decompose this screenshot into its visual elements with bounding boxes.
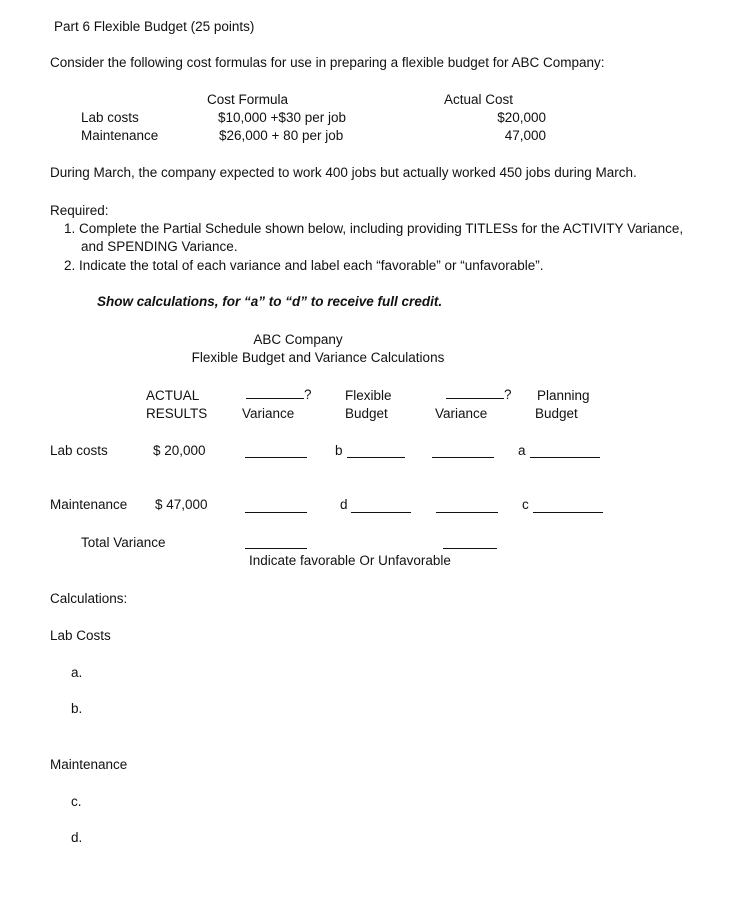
show-calculations-note: Show calculations, for “a” to “d” to receive full credit. [97,294,443,309]
activity-variance-blank [245,512,307,513]
col-variance-header: Variance [435,406,488,421]
flexible-letter: b [335,443,343,458]
col-variance-header: Variance [242,406,295,421]
cost-formula-header: Cost Formula [207,92,289,107]
schedule-row-label: Maintenance [50,497,128,512]
calculations-heading: Calculations: [50,591,128,606]
page-title: Part 6 Flexible Budget (25 points) [54,19,255,34]
planning-budget-blank [533,512,603,513]
lab-costs-heading: Lab Costs [50,628,111,643]
flexible-budget-blank [351,512,411,513]
flexible-letter: d [340,497,348,512]
col-flexible-header: Flexible [345,388,392,403]
col-flexible-header-2: Budget [345,406,388,421]
col-actual-header-2: RESULTS [146,406,208,421]
formula-row-label: Lab costs [81,110,139,125]
required-heading: Required: [50,203,109,218]
activity-variance-blank [245,457,307,458]
schedule-actual-value: $ 20,000 [153,443,206,458]
required-item-2: 2. Indicate the total of each variance and label each “favorable” or “unfavorable”. [64,258,544,273]
spending-variance-blank [436,512,498,513]
flexible-budget-blank [347,457,405,458]
calc-item-a: a. [71,665,83,680]
formula-row-label: Maintenance [81,128,159,143]
formula-row-actual: 47,000 [504,128,546,143]
indicate-favorable-label: Indicate favorable Or Unfavorable [249,553,451,568]
total-activity-variance-blank [245,548,307,549]
planning-letter: c [522,497,529,512]
col-actual-header: ACTUAL [146,388,200,403]
schedule-subtitle: Flexible Budget and Variance Calculations [191,350,445,365]
formula-row-formula: $10,000 +$30 per job [218,110,346,125]
actual-cost-header: Actual Cost [444,92,514,107]
march-text: During March, the company expected to work 400 jobs but actually worked 450 jobs during March. [50,165,637,180]
formula-row-formula: $26,000 + 80 per job [219,128,344,143]
spending-variance-blank [432,457,494,458]
maintenance-heading: Maintenance [50,757,128,772]
calc-item-d: d. [71,830,83,845]
intro-text: Consider the following cost formulas for use in preparing a flexible budget for ABC Company: [50,55,605,70]
activity-variance-title-blank: ? [246,386,312,403]
col-planning-header: Planning [537,388,590,403]
total-spending-variance-blank [443,548,497,549]
calc-item-b: b. [71,701,83,716]
planning-letter: a [518,443,526,458]
spending-variance-title-blank: ? [446,386,512,403]
required-item-1: 1. Complete the Partial Schedule shown below, including providing TITLESs for the ACTIVITY Variance, [64,221,684,236]
calc-item-c: c. [71,794,82,809]
schedule-company: ABC Company [253,332,343,347]
schedule-row-label: Lab costs [50,443,108,458]
total-variance-label: Total Variance [81,535,166,550]
required-item-1-cont: and SPENDING Variance. [81,239,238,254]
formula-row-actual: $20,000 [497,110,546,125]
planning-budget-blank [530,457,600,458]
schedule-actual-value: $ 47,000 [155,497,208,512]
col-planning-header-2: Budget [535,406,578,421]
